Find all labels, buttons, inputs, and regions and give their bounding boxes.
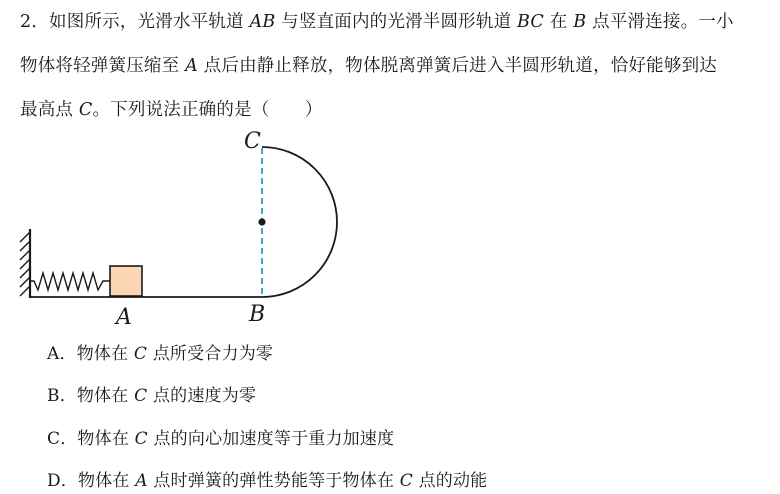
variable: C (133, 344, 148, 364)
center-dot (258, 218, 265, 225)
wall (20, 229, 30, 298)
text-run: 物体在 (78, 471, 136, 491)
text-run: 点时弹簧的弹性势能等于物体在 (147, 471, 400, 491)
question-number: 2． (20, 12, 50, 32)
text-run: 点的动能 (412, 471, 488, 491)
text-run: 点的向心加速度等于重力加速度 (147, 429, 395, 449)
option-letter: C． (47, 429, 78, 449)
label-c: C (244, 129, 261, 154)
semicircle-track (262, 147, 337, 297)
text-run: 点平滑连接。一小 (586, 12, 734, 32)
variable: AB (249, 12, 276, 32)
option-text (77, 344, 273, 364)
label-a: A (116, 305, 132, 330)
option-text (78, 471, 487, 491)
text-run: 物体在 (76, 386, 135, 406)
variable: A (135, 471, 148, 491)
variable: C (78, 100, 93, 120)
option-letter: D． (47, 471, 79, 491)
text-run: 点后由静止释放，物体脱离弹簧后进入半圆形轨道，恰好能够到达 (197, 56, 717, 76)
option-a[interactable] (47, 339, 273, 364)
text-run: 点的速度为零 (147, 386, 257, 406)
text-run: 物体在 (76, 344, 134, 364)
label-b: B (249, 302, 266, 327)
variable: B (573, 12, 587, 32)
block (110, 266, 142, 296)
option-letter: B． (47, 386, 77, 406)
variable: C (134, 429, 148, 449)
text-run: 如图所示，光滑水平轨道 (49, 12, 250, 32)
option-c[interactable] (47, 424, 394, 449)
text-run: 物体将轻弹簧压缩至 (20, 56, 186, 76)
option-d[interactable] (47, 466, 487, 491)
text-run: 物体在 (77, 429, 135, 449)
option-letter: A． (47, 344, 77, 364)
option-text (77, 386, 256, 406)
text-run: 在 (544, 12, 574, 32)
variable: C (134, 386, 148, 406)
text-run: 点所受合力为零 (147, 344, 274, 364)
variable: C (399, 471, 413, 491)
variable: BC (517, 12, 545, 32)
spring (30, 273, 110, 290)
option-text (77, 429, 394, 449)
variable: A (185, 56, 198, 76)
option-b[interactable] (47, 381, 256, 406)
text-run: 与竖直面内的光滑半圆形轨道 (275, 12, 518, 32)
text-run: 。下列说法正确的是（ ） (92, 100, 323, 120)
text-run: 最高点 (20, 100, 79, 120)
